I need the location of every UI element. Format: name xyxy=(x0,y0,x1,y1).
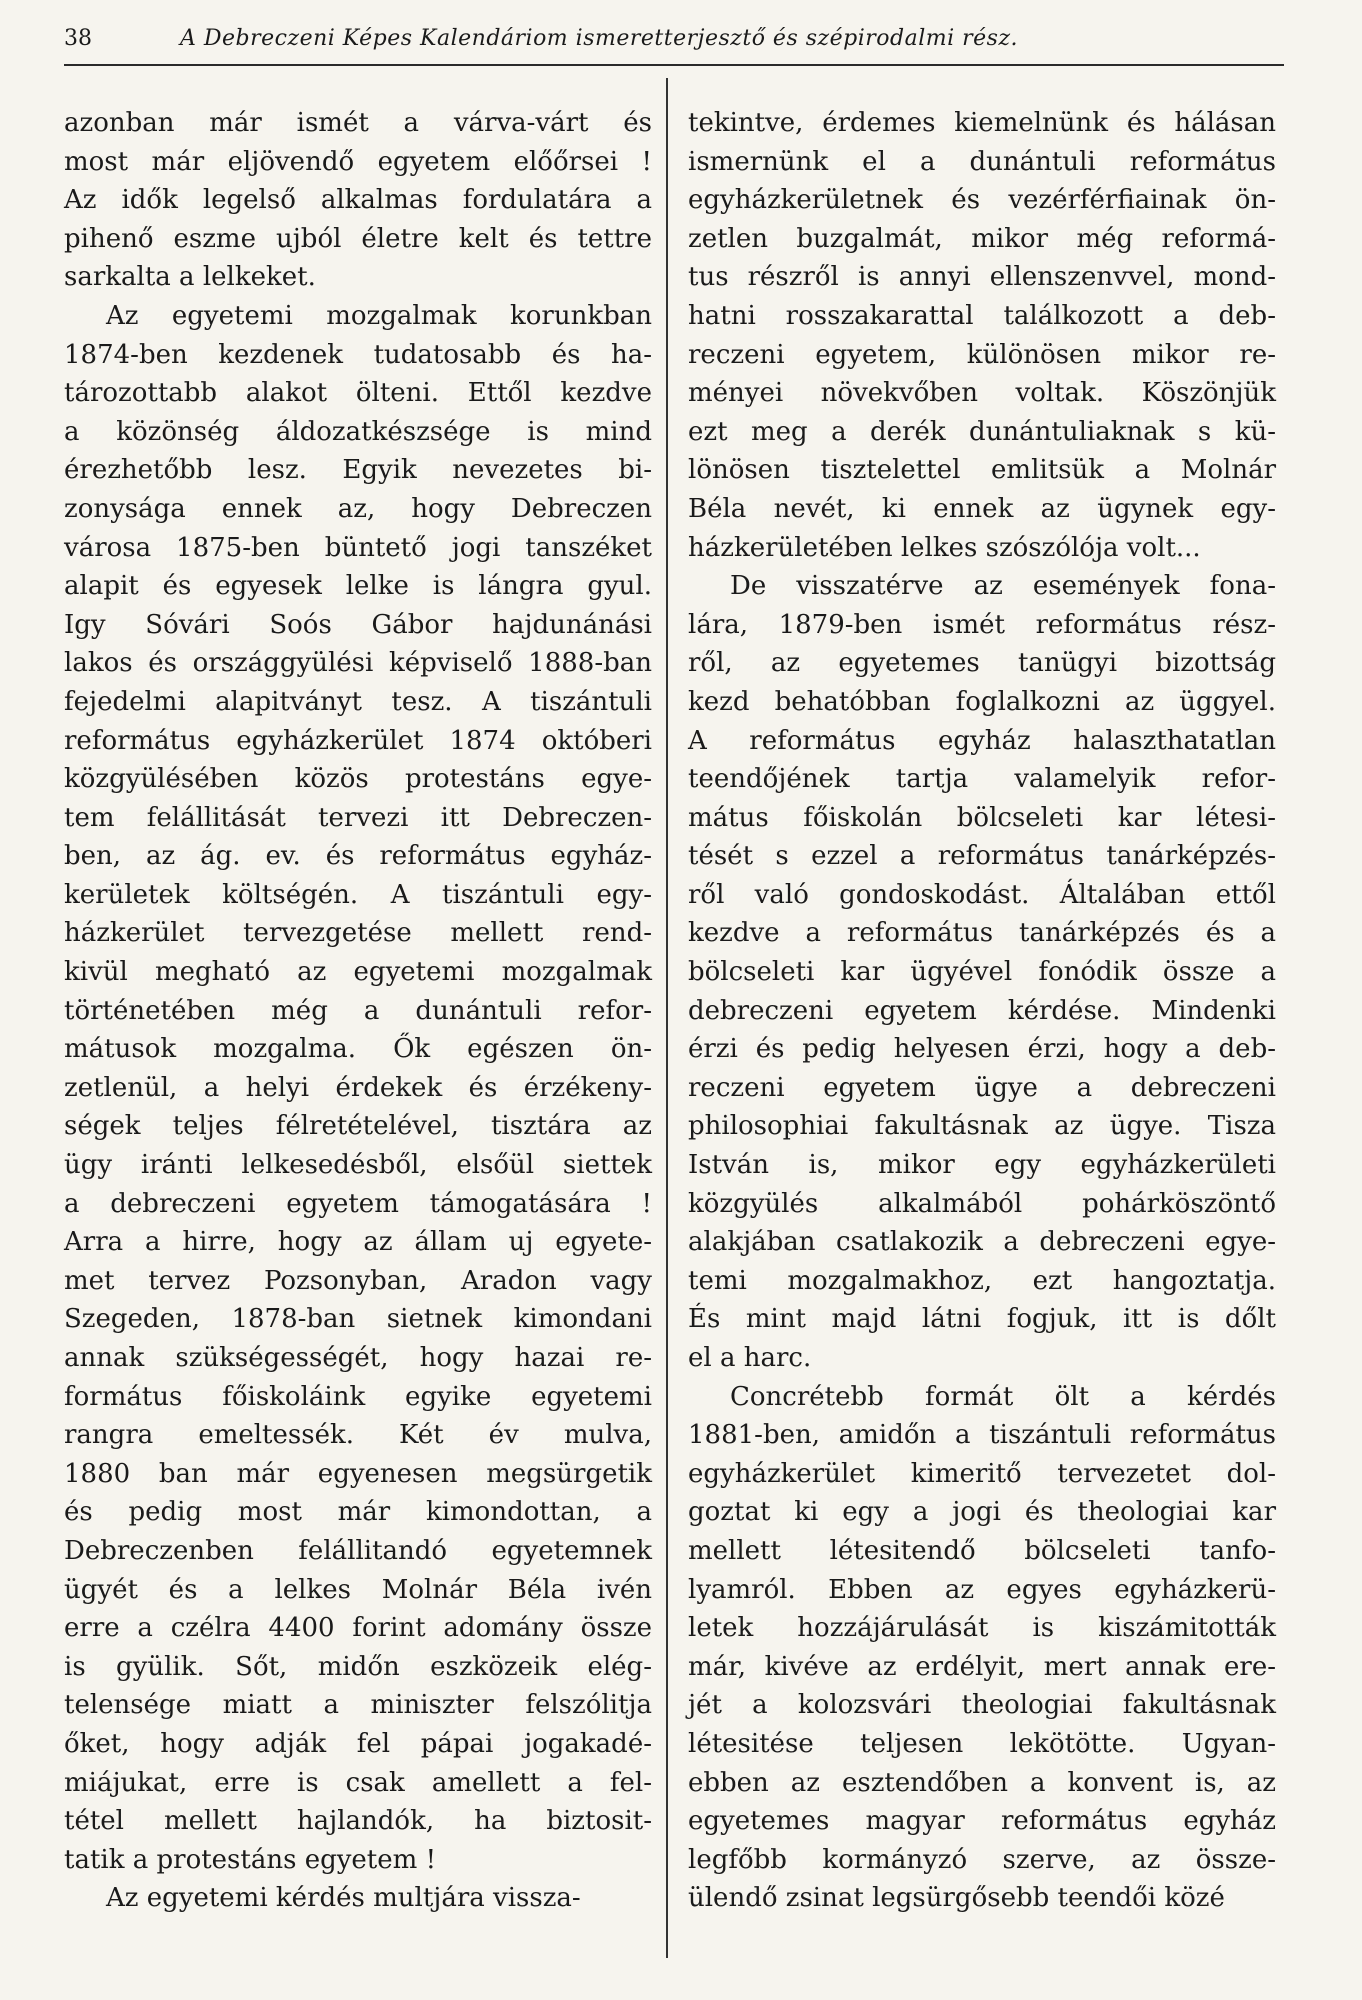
text-line: debreczeni egyetem kérdése. Mindenki xyxy=(688,995,1276,1026)
text-line: tem felállitását tervezi itt Debreczen- xyxy=(64,802,652,833)
text-line: kerületek költségén. A tiszántuli egy- xyxy=(64,879,652,910)
text-line: Szegeden, 1878-ban sietnek kimondani xyxy=(64,1304,652,1335)
text-line: érzi és pedig helyesen érzi, hogy a deb- xyxy=(688,1034,1276,1065)
text-line: kezd behatóbban foglalkozni az üggyel. xyxy=(688,686,1276,717)
text-line: református egyházkerület 1874 októberi xyxy=(64,725,652,756)
text-line: fejedelmi alapitványt tesz. A tiszántuli xyxy=(64,686,652,717)
text-line: Az egyetemi mozgalmak korunkban xyxy=(106,300,652,331)
text-line: lakos és országgyülési képviselő 1888-ban xyxy=(64,648,652,679)
text-line: tatik a protestáns egyetem ! xyxy=(64,1844,437,1875)
text-line: őket, hogy adják fel pápai jogakadé- xyxy=(64,1728,652,1759)
text-line: reczeni egyetem ügye a debreczeni xyxy=(688,1072,1276,1103)
text-line: Béla nevét, ki ennek az ügynek egy- xyxy=(688,493,1276,524)
text-line: alapit és egyesek lelke is lángra gyul. xyxy=(64,571,652,602)
text-line: ezt meg a derék dunántuliaknak s kü- xyxy=(688,416,1276,447)
text-line: De visszatérve az események fona- xyxy=(730,571,1276,602)
text-line: ről való gondoskodást. Általában ettől xyxy=(688,879,1276,910)
text-line: zonysága ennek az, hogy Debreczen xyxy=(64,493,652,524)
text-line: formátus főiskoláink egyike egyetemi xyxy=(64,1381,652,1412)
text-line: lyamról. Ebben az egyes egyházkerü- xyxy=(688,1574,1276,1605)
text-line: és pedig most már kimondottan, a xyxy=(64,1497,652,1528)
text-line: teendőjének tartja valamelyik refor- xyxy=(688,764,1276,795)
text-line: lönösen tisztelettel emlitsük a Molnár xyxy=(688,455,1276,486)
left-column xyxy=(64,104,652,1918)
text-line: érezhetőbb lesz. Egyik nevezetes bi- xyxy=(64,455,652,486)
text-line: Concrétebb formát ölt a kérdés xyxy=(730,1381,1276,1412)
text-line: is gyülik. Sőt, midőn eszközeik elég- xyxy=(64,1651,652,1682)
text-line: philosophiai fakultásnak az ügye. Tisza xyxy=(688,1111,1276,1142)
text-line: miájukat, erre is csak amellett a fel- xyxy=(64,1767,652,1798)
text-line: házkerület tervezgetése mellett rend- xyxy=(64,918,652,949)
text-line: közgyülés alkalmából pohárköszöntő xyxy=(688,1188,1276,1219)
text-line: 1881-ben, amidőn a tiszántuli református xyxy=(688,1420,1276,1451)
text-line: tekintve, érdemes kiemelnünk és hálásan xyxy=(688,108,1276,138)
text-line: ülendő zsinat legsürgősebb teendői közé xyxy=(688,1883,1225,1914)
text-line: ről, az egyetemes tanügyi bizottság xyxy=(688,648,1276,679)
text-line: a debreczeni egyetem támogatására ! xyxy=(64,1188,652,1219)
text-line: ségek teljes félretételével, tisztára az xyxy=(64,1111,652,1142)
text-line: tését s ezzel a református tanárképzés- xyxy=(688,841,1276,872)
text-line: 1874-ben kezdenek tudatosabb és ha- xyxy=(64,339,652,370)
text-line: azonban már ismét a várva-várt és xyxy=(64,108,652,138)
text-line: pihenő eszme ujból életre kelt és tettre xyxy=(64,223,652,254)
text-line: annak szükségességét, hogy hazai re- xyxy=(64,1343,652,1373)
text-line: ügyét és a lelkes Molnár Béla ivén xyxy=(64,1574,652,1605)
text-line: bölcseleti kar ügyével fonódik össze a xyxy=(688,957,1276,988)
text-line: Az egyetemi kérdés multjára vissza- xyxy=(106,1883,581,1914)
text-line: alakjában csatlakozik a debreczeni egye- xyxy=(688,1227,1276,1258)
text-line: tétel mellett hajlandók, ha biztosit- xyxy=(64,1806,652,1837)
text-line: tározottabb alakot ölteni. Ettől kezdve xyxy=(64,378,652,409)
text-line: lára, 1879-ben ismét református rész- xyxy=(688,609,1276,640)
text-line: zetlenül, a helyi érdekek és érzékeny- xyxy=(64,1072,652,1103)
text-line: a közönség áldozatkészsége is mind xyxy=(64,416,652,447)
text-line: kezdve a református tanárképzés és a xyxy=(688,918,1276,949)
text-line: legfőbb kormányzó szerve, az össze- xyxy=(688,1844,1276,1875)
text-line: goztat ki egy a jogi és theologiai kar xyxy=(688,1497,1276,1528)
text-line: történetében még a dunántuli refor- xyxy=(64,995,652,1026)
running-title: A Debreczeni Képes Kalendáriom ismeretterjesztő és szépirodalmi rész. xyxy=(180,26,1019,51)
text-line: telensége miatt a miniszter felszólitja xyxy=(64,1690,652,1721)
text-line: mátusok mozgalma. Ők egészen ön- xyxy=(64,1034,652,1065)
right-column xyxy=(688,104,1276,1918)
text-line: házkerületében lelkes szószólója volt... xyxy=(688,532,1201,563)
text-line: A református egyház halaszthatatlan xyxy=(688,725,1276,756)
text-line: hatni rosszakarattal találkozott a deb- xyxy=(688,300,1276,331)
text-line: már, kivéve az erdélyit, mert annak ere- xyxy=(688,1651,1276,1682)
text-line: letek hozzájárulását is kiszámitották xyxy=(688,1613,1276,1644)
page-header xyxy=(64,24,1284,58)
text-line: ményei növekvőben voltak. Köszönjük xyxy=(688,378,1276,409)
text-line: Az idők legelső alkalmas fordulatára a xyxy=(64,185,652,216)
text-line: És mint majd látni fogjuk, itt is dőlt xyxy=(688,1304,1276,1335)
text-line: jét a kolozsvári theologiai fakultásnak xyxy=(688,1690,1276,1721)
column-divider xyxy=(666,78,668,1958)
text-line: egyházkerületnek és vezérférfiainak ön- xyxy=(688,185,1276,216)
text-line: reczeni egyetem, különösen mikor re- xyxy=(688,339,1276,370)
text-line: Igy Sóvári Soós Gábor hajdunánási xyxy=(64,609,652,640)
text-line: ben, az ág. ev. és református egyház- xyxy=(64,841,652,872)
text-line: sarkalta a lelkeket. xyxy=(64,262,316,293)
text-line: ügy iránti lelkesedésből, elsőül siettek xyxy=(64,1150,652,1181)
text-line: most már eljövendő egyetem előőrsei ! xyxy=(64,146,652,177)
text-line: kivül megható az egyetemi mozgalmak xyxy=(64,957,652,988)
text-line: temi mozgalmakhoz, ezt hangoztatja. xyxy=(688,1265,1276,1296)
text-line: mátus főiskolán bölcseleti kar létesi- xyxy=(688,802,1276,833)
text-line: egyházkerület kimeritő tervezetet dol- xyxy=(688,1458,1276,1489)
text-line: egyetemes magyar református egyház xyxy=(688,1806,1276,1837)
text-line: Debreczenben felállitandó egyetemnek xyxy=(64,1535,652,1566)
text-line: városa 1875-ben büntető jogi tanszéket xyxy=(64,532,652,563)
text-line: erre a czélra 4400 forint adomány össze xyxy=(64,1613,652,1644)
text-line: Arra a hirre, hogy az állam uj egyete- xyxy=(64,1227,652,1258)
page-number: 38 xyxy=(64,26,92,51)
text-line: rangra emeltessék. Két év mulva, xyxy=(64,1420,652,1451)
text-line: létesitése teljesen lekötötte. Ugyan- xyxy=(688,1728,1276,1759)
text-line: ismernünk el a dunántuli református xyxy=(688,146,1276,177)
text-line: ebben az esztendőben a konvent is, az xyxy=(688,1767,1276,1798)
header-rule xyxy=(64,64,1284,66)
text-line: met tervez Pozsonyban, Aradon vagy xyxy=(64,1265,652,1296)
text-line: mellett létesitendő bölcseleti tanfo- xyxy=(688,1535,1276,1566)
text-line: 1880 ban már egyenesen megsürgetik xyxy=(64,1458,652,1489)
text-line: zetlen buzgalmát, mikor még reformá- xyxy=(688,223,1276,254)
text-line: tus részről is annyi ellenszenvvel, mond- xyxy=(688,262,1276,293)
text-line: el a harc. xyxy=(688,1343,812,1373)
text-line: közgyülésében közös protestáns egye- xyxy=(64,764,652,795)
text-line: István is, mikor egy egyházkerületi xyxy=(688,1150,1276,1181)
